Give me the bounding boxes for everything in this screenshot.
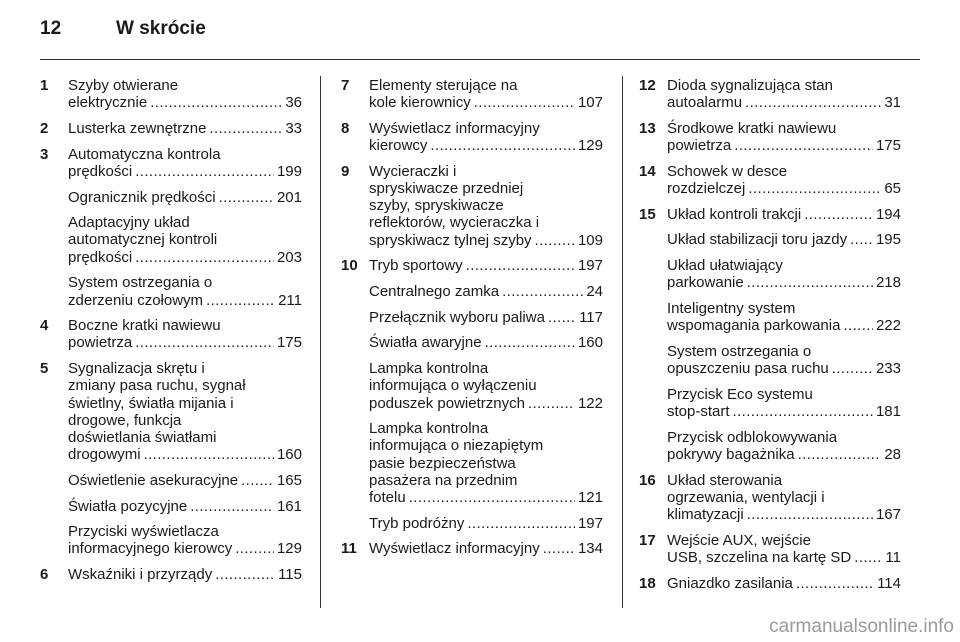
toc-entry[interactable]	[341, 257, 603, 274]
toc-entry[interactable]	[40, 523, 302, 557]
dot-leader	[502, 283, 583, 300]
dot-leader	[135, 163, 274, 180]
page-reference[interactable]: 31	[884, 94, 901, 112]
dot-leader	[798, 446, 882, 463]
entry-last-line	[667, 360, 901, 377]
toc-entry[interactable]	[639, 575, 901, 592]
page-reference[interactable]: 175	[276, 334, 302, 352]
entry-last-line	[369, 540, 603, 557]
entry-last-line	[369, 515, 603, 532]
entry-text-line: poduszek powietrznych	[369, 394, 525, 412]
item-number: 4	[40, 317, 49, 335]
entry-text-line: USB, szczelina na kartę SD	[667, 548, 852, 566]
toc-entry[interactable]	[40, 120, 302, 137]
entry-text-line: zmiany pasa ruchu, sygnał	[68, 377, 246, 395]
toc-column-3	[639, 77, 901, 600]
dot-leader	[854, 549, 882, 566]
entry-last-line	[369, 257, 603, 274]
dot-leader	[235, 540, 274, 557]
dot-leader	[474, 94, 575, 111]
page-reference[interactable]: 121	[577, 489, 603, 507]
page-reference[interactable]: 115	[278, 566, 302, 584]
entry-text-line: informująca o niezapiętym	[369, 437, 544, 455]
page-reference[interactable]: 203	[276, 248, 302, 266]
toc-entry[interactable]	[341, 360, 603, 412]
dot-leader	[747, 274, 873, 291]
entry-last-line	[667, 446, 901, 463]
entry-text-line: reflektorów, wycieraczka i	[369, 214, 540, 232]
item-number: 12	[639, 77, 656, 94]
item-number: 6	[40, 566, 49, 584]
item-number: 14	[639, 162, 656, 180]
entry-text-line: świetlny, światła mijania i	[68, 394, 234, 412]
toc-entry[interactable]	[639, 257, 901, 291]
entry-text-line: Automatyczna kontrola	[68, 145, 221, 163]
item-number: 1	[40, 77, 49, 94]
entry-text-line: Wyświetlacz informacyjny	[369, 540, 540, 558]
toc-entry[interactable]	[341, 334, 603, 351]
entry-last-line	[369, 283, 603, 300]
entry-text-line: Lampka kontrolna	[369, 420, 489, 438]
entry-text-line: Wyświetlacz informacyjny	[369, 119, 540, 137]
entry-text-line: Układ sterowania	[667, 471, 783, 489]
entry-text-line: wspomagania parkowania	[667, 317, 841, 335]
entry-last-line	[667, 231, 901, 248]
dot-leader	[466, 257, 575, 274]
entry-text-line: Adaptacyjny układ	[68, 214, 190, 232]
page-reference[interactable]: 181	[875, 403, 901, 421]
dot-leader	[528, 395, 575, 412]
item-number: 11	[341, 540, 357, 558]
item-number: 17	[639, 531, 656, 549]
entry-last-line	[667, 549, 901, 566]
page-reference[interactable]: 24	[586, 283, 603, 301]
dot-leader	[485, 334, 575, 351]
entry-text-line: informująca o wyłączeniu	[369, 377, 537, 395]
entry-text-line: automatycznej kontroli	[68, 231, 218, 249]
entry-text-line: prędkości	[68, 162, 133, 180]
dot-leader	[832, 360, 873, 377]
dot-leader	[467, 515, 575, 532]
entry-text-line: kierowcy	[369, 137, 428, 155]
entry-text-line: Ogranicznik prędkości	[68, 188, 216, 206]
entry-last-line	[369, 334, 603, 351]
page-reference[interactable]: 195	[875, 231, 901, 249]
entry-last-line	[667, 506, 901, 523]
toc-entry[interactable]	[639, 429, 901, 463]
page-reference[interactable]: 107	[577, 94, 603, 112]
entry-text-line: Inteligentny system	[667, 300, 796, 318]
toc-entry[interactable]	[40, 214, 302, 266]
entry-last-line	[68, 540, 302, 557]
watermark: carmanualsonline.info	[769, 616, 954, 637]
item-number: 3	[40, 145, 49, 163]
entry-last-line	[369, 94, 603, 111]
page-reference[interactable]: 160	[577, 334, 603, 352]
entry-text-line: prędkości	[68, 248, 133, 266]
toc-entry[interactable]	[40, 189, 302, 206]
entry-text-line: pokrywy bagażnika	[667, 445, 795, 463]
entry-text-line: fotelu	[369, 489, 406, 507]
entry-text-line: powietrza	[667, 137, 732, 155]
entry-text-line: szyby, spryskiwacze	[369, 197, 504, 215]
entry-last-line	[68, 566, 302, 583]
toc-entry[interactable]	[40, 472, 302, 489]
toc-entry[interactable]	[341, 309, 603, 326]
item-number: 8	[341, 119, 350, 137]
entry-last-line	[667, 137, 901, 154]
page-reference[interactable]: 222	[875, 317, 901, 335]
page-reference[interactable]: 175	[875, 137, 901, 155]
toc-entry[interactable]	[341, 540, 603, 557]
dot-leader	[206, 292, 275, 309]
entry-text-line: Środkowe kratki nawiewu	[667, 119, 837, 137]
dot-leader	[548, 309, 576, 326]
entry-last-line	[667, 94, 901, 111]
dot-leader	[430, 137, 575, 154]
item-number: 9	[341, 162, 350, 180]
entry-last-line	[68, 498, 302, 515]
entry-last-line	[667, 206, 901, 223]
dot-leader	[745, 94, 881, 111]
toc-entry[interactable]	[639, 163, 901, 197]
entry-last-line	[68, 472, 302, 489]
entry-text-line: powietrza	[68, 334, 133, 352]
entry-text-line: Przyciski wyświetlacza	[68, 523, 219, 541]
dot-leader	[135, 334, 274, 351]
entry-last-line	[68, 292, 302, 309]
entry-text-line: System ostrzegania o	[68, 274, 213, 292]
entry-text-line: Wycieraczki i	[369, 162, 457, 180]
toc-entry[interactable]	[40, 360, 302, 463]
dot-leader	[150, 94, 282, 111]
entry-text-line: Wskaźniki i przyrządy	[68, 566, 213, 584]
entry-text-line: pasie bezpieczeństwa	[369, 454, 516, 472]
page-reference[interactable]: 197	[577, 257, 603, 275]
entry-text-line: elektrycznie	[68, 94, 148, 112]
item-number: 5	[40, 360, 49, 378]
toc-entry[interactable]	[40, 146, 302, 180]
entry-text-line: Sygnalizacja skrętu i	[68, 360, 205, 378]
column-divider	[622, 76, 623, 608]
page-reference[interactable]: 199	[276, 162, 302, 180]
page-reference[interactable]: 33	[285, 119, 302, 137]
entry-text-line: spryskiwacze przedniej	[369, 180, 524, 198]
dot-leader	[543, 540, 575, 557]
toc-entry[interactable]	[639, 231, 901, 248]
item-number: 2	[40, 119, 49, 137]
entry-text-line: Światła awaryjne	[369, 334, 482, 352]
dot-leader	[209, 120, 282, 137]
page-reference[interactable]: 233	[875, 360, 901, 378]
entry-last-line	[68, 120, 302, 137]
entry-text-line: Przycisk odblokowywania	[667, 428, 838, 446]
header-rule	[40, 59, 920, 60]
page-reference[interactable]: 65	[884, 180, 901, 198]
page-reference[interactable]: 194	[875, 205, 901, 223]
item-number: 18	[639, 574, 656, 592]
toc-entry[interactable]	[40, 77, 302, 111]
dot-leader	[219, 189, 274, 206]
dot-leader	[843, 317, 873, 334]
entry-text-line: Tryb sportowy	[369, 257, 463, 275]
page-number: 12	[40, 18, 62, 39]
toc-entry[interactable]	[639, 343, 901, 377]
page-reference[interactable]: 134	[577, 540, 603, 558]
toc-entry[interactable]	[40, 317, 302, 351]
page-reference[interactable]: 114	[877, 574, 901, 592]
entry-last-line	[667, 274, 901, 291]
toc-column-2	[341, 77, 603, 566]
entry-text-line: Układ stabilizacji toru jazdy	[667, 231, 848, 249]
toc-entry[interactable]	[40, 498, 302, 515]
entry-last-line	[369, 309, 603, 326]
entry-last-line	[369, 395, 603, 412]
toc-entry[interactable]	[40, 274, 302, 308]
entry-last-line	[68, 334, 302, 351]
entry-text-line: kole kierownicy	[369, 94, 471, 112]
entry-last-line	[68, 446, 302, 463]
toc-entry[interactable]	[639, 120, 901, 154]
entry-text-line: ogrzewania, wentylacji i	[667, 488, 825, 506]
toc-entry[interactable]	[639, 77, 901, 111]
entry-text-line: parkowanie	[667, 274, 744, 292]
entry-text-line: Elementy sterujące na	[369, 77, 518, 94]
page-reference[interactable]: 129	[276, 540, 302, 558]
dot-leader	[215, 566, 275, 583]
toc-entry[interactable]	[341, 283, 603, 300]
entry-text-line: opuszczeniu pasa ruchu	[667, 360, 829, 378]
item-number: 10	[341, 257, 358, 275]
page-reference[interactable]: 28	[884, 445, 901, 463]
dot-leader	[733, 403, 873, 420]
entry-text-line: pasażera na przednim	[369, 471, 518, 489]
entry-text-line: Światła pozycyjne	[68, 497, 188, 515]
page-reference[interactable]: 161	[276, 497, 302, 515]
entry-last-line	[369, 232, 603, 249]
entry-text-line: Przycisk Eco systemu	[667, 385, 813, 403]
entry-text-line: Gniazdko zasilania	[667, 574, 793, 592]
page-reference[interactable]: 197	[577, 514, 603, 532]
dot-leader	[409, 489, 575, 506]
toc-entry[interactable]	[639, 472, 901, 524]
toc-column-1	[40, 77, 302, 592]
dot-leader	[190, 498, 274, 515]
toc-entry[interactable]	[639, 532, 901, 566]
item-number: 13	[639, 119, 656, 137]
page-reference[interactable]: 218	[875, 274, 901, 292]
page-reference[interactable]: 160	[276, 446, 302, 464]
dot-leader	[804, 206, 873, 223]
entry-text-line: doświetlania światłami	[68, 428, 217, 446]
page-reference[interactable]: 122	[577, 394, 603, 412]
dot-leader	[241, 472, 274, 489]
toc-entry[interactable]	[341, 420, 603, 506]
page-title: W skrócie	[116, 18, 206, 39]
entry-last-line	[667, 317, 901, 334]
entry-last-line	[667, 575, 901, 592]
item-number: 7	[341, 77, 350, 94]
entry-text-line: drogowymi	[68, 446, 141, 464]
dot-leader	[796, 575, 874, 592]
item-number: 16	[639, 471, 656, 489]
page-reference[interactable]: 167	[875, 506, 901, 524]
entry-text-line: Schowek w desce	[667, 162, 788, 180]
entry-text-line: System ostrzegania o	[667, 342, 812, 360]
entry-text-line: zderzeniu czołowym	[68, 291, 204, 309]
page-reference[interactable]: 117	[579, 308, 603, 326]
entry-text-line: Wejście AUX, wejście	[667, 531, 811, 549]
toc-entry[interactable]	[341, 515, 603, 532]
entry-last-line	[667, 180, 901, 197]
dot-leader	[850, 231, 873, 248]
entry-last-line	[369, 137, 603, 154]
entry-text-line: Układ kontroli trakcji	[667, 205, 802, 223]
page-reference[interactable]: 109	[577, 231, 603, 249]
entry-text-line: Oświetlenie asekuracyjne	[68, 471, 239, 489]
column-divider	[320, 76, 321, 608]
toc-entry[interactable]	[639, 206, 901, 223]
page-reference[interactable]: 165	[276, 471, 302, 489]
entry-last-line	[68, 163, 302, 180]
page-reference[interactable]: 211	[278, 291, 302, 309]
entry-text-line: spryskiwacz tylnej szyby	[369, 231, 532, 249]
dot-leader	[748, 180, 881, 197]
page-reference[interactable]: 129	[577, 137, 603, 155]
entry-text-line: Dioda sygnalizująca stan	[667, 77, 833, 94]
entry-text-line: Układ ułatwiający	[667, 257, 783, 275]
item-number: 15	[639, 205, 656, 223]
entry-text-line: Centralnego zamka	[369, 283, 500, 301]
entry-text-line: stop-start	[667, 403, 730, 421]
entry-last-line	[68, 94, 302, 111]
entry-text-line: Lampka kontrolna	[369, 360, 489, 378]
entry-text-line: informacyjnego kierowcy	[68, 540, 233, 558]
dot-leader	[747, 506, 873, 523]
entry-last-line	[369, 489, 603, 506]
page-header	[40, 18, 920, 48]
entry-last-line	[667, 403, 901, 420]
page-reference[interactable]: 11	[885, 548, 901, 566]
entry-text-line: rozdzielczej	[667, 180, 746, 198]
entry-text-line: Lusterka zewnętrzne	[68, 119, 207, 137]
dot-leader	[734, 137, 873, 154]
dot-leader	[144, 446, 274, 463]
entry-last-line	[68, 189, 302, 206]
page-reference[interactable]: 36	[285, 94, 302, 112]
entry-text-line: Szyby otwierane	[68, 77, 179, 94]
toc-entry[interactable]	[639, 300, 901, 334]
entry-text-line: Tryb podróżny	[369, 514, 465, 532]
entry-text-line: Przełącznik wyboru paliwa	[369, 308, 545, 326]
entry-last-line	[68, 249, 302, 266]
entry-text-line: drogowe, funkcja	[68, 411, 182, 429]
entry-text-line: autoalarmu	[667, 94, 743, 112]
toc-entry[interactable]	[639, 386, 901, 420]
dot-leader	[135, 249, 274, 266]
page-reference[interactable]: 201	[276, 188, 302, 206]
toc-entry[interactable]	[341, 120, 603, 154]
toc-entry[interactable]	[341, 163, 603, 249]
toc-entry[interactable]	[341, 77, 603, 111]
dot-leader	[535, 232, 575, 249]
entry-text-line: klimatyzacji	[667, 506, 744, 524]
toc-entry[interactable]	[40, 566, 302, 583]
entry-text-line: Boczne kratki nawiewu	[68, 317, 221, 335]
